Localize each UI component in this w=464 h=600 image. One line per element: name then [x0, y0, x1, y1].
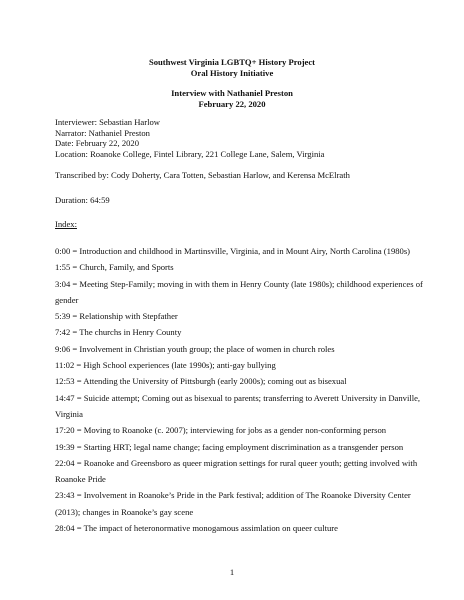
index-entry: 28:04 = The impact of heteronormative monogamous assimlation on queer culture	[55, 523, 338, 534]
project-title: Southwest Virginia LGBTQ+ History Project	[148, 57, 316, 67]
transcribed-by-line: Transcribed by: Cody Doherty, Cara Totten, Sebastian Harlow, and Kerensa McElrath	[55, 170, 350, 180]
index-entry: 9:06 = Involvement in Christian youth group; the place of women in church roles	[55, 343, 335, 354]
index-entry: 19:39 = Starting HRT; legal name change; facing employment discrimination as a transgender person	[55, 441, 404, 452]
index-entry: 5:39 = Relationship with Stepfather	[55, 311, 178, 322]
location-line: Location: Roanoke College, Fintel Library, 221 College Lane, Salem, Virginia	[55, 148, 325, 159]
index-entry: 14:47 = Suicide attempt; Coming out as bisexual to parents; transferring to Averett University in Danville, Virginia	[55, 392, 421, 419]
interview-date-heading: February 22, 2020	[198, 99, 266, 109]
date-line: Date: February 22, 2020	[55, 138, 140, 149]
index-list	[55, 243, 435, 536]
index-entry: 12:53 = Attending the University of Pittsburgh (early 2000s); coming out as bisexual	[55, 376, 347, 387]
narrator-line: Narrator: Nathaniel Preston	[55, 127, 150, 138]
index-entry: 22:04 = Roanoke and Greensboro as queer migration settings for rural queer youth; getting involved with Roanoke Pride	[55, 457, 418, 485]
index-entry: 3:04 = Meeting Step-Family; moving in with them in Henry County (late 1980s); childhood experiences of gender	[55, 278, 423, 305]
index-entry: 11:02 = High School experiences (late 1990s); anti-gay bullying	[55, 360, 276, 371]
interviewer-line: Interviewer: Sebastian Harlow	[55, 117, 160, 127]
index-entry: 1:55 = Church, Family, and Sports	[55, 262, 174, 273]
index-entry: 7:42 = The churchs in Henry County	[55, 327, 182, 338]
interview-title: Interview with Nathaniel Preston	[171, 88, 293, 98]
index-entry: 0:00 = Introduction and childhood in Martinsville, Virginia, and in Mount Airy, North Carolina (1980s)	[55, 246, 411, 256]
index-entry: 23:43 = Involvement in Roanoke’s Pride in the Park festival; addition of The Roanoke Diversity Center (2013); changes in Roanoke’s gay scene	[55, 490, 411, 517]
interview-metadata	[55, 117, 435, 159]
initiative-title: Oral History Initiative	[190, 68, 274, 78]
index-entry: 17:20 = Moving to Roanoke (c. 2007); interviewing for jobs as a gender non-conforming person	[55, 425, 387, 436]
duration-line: Duration: 64:59	[55, 195, 110, 205]
page-number: 1	[229, 567, 235, 577]
index-heading: Index:	[55, 219, 77, 229]
